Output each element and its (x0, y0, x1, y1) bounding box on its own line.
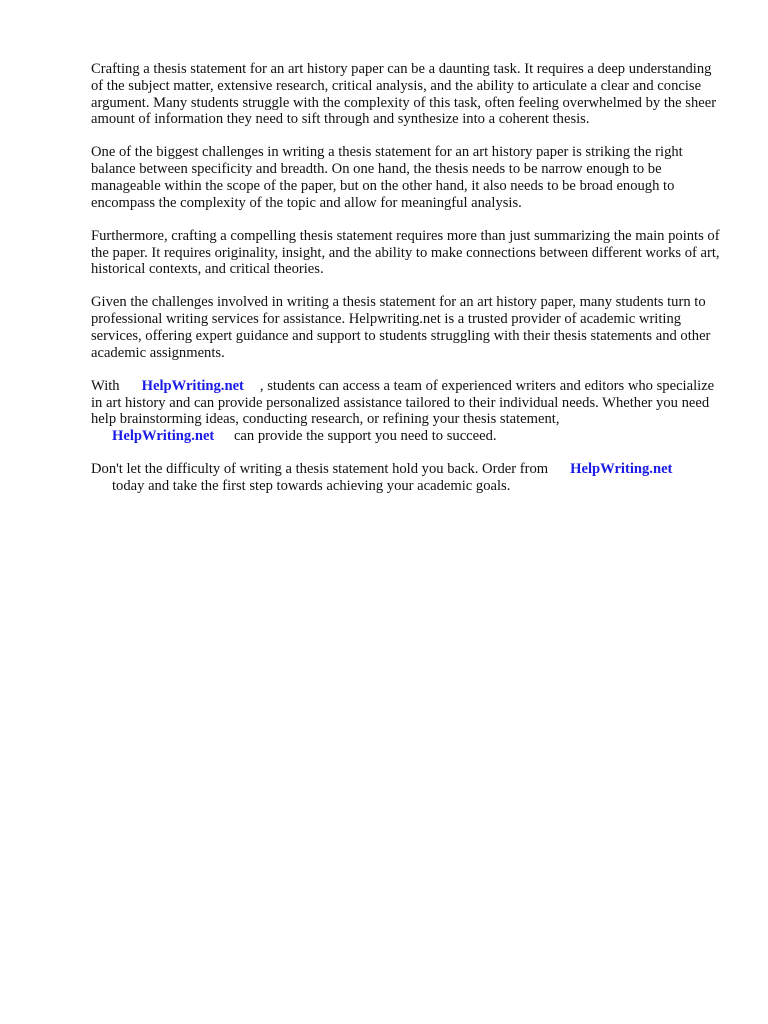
helpwriting-link-2[interactable]: HelpWriting.net (112, 428, 215, 445)
paragraph-services: Given the challenges involved in writing a thesis statement for an art history paper, many students turn to professional writing services for assistance. Helpwriting.net is a trusted provider of academic writing services, offering expert guidance and support to students struggling with their thesis statements and other academic assignments. (91, 294, 711, 361)
paragraph-helpwriting-tail: can provide the support you need to succeed. (233, 428, 497, 445)
paragraph-furthermore: Furthermore, crafting a compelling thesis statement requires more than just summarizing the main points of the paper. It requires originality, insight, and the ability to make connections between different works of art, historical contexts, and critical theories. (91, 227, 720, 278)
document-body (91, 61, 727, 511)
paragraph-helpwriting-middle: , students can access a team of experienced writers and editors who specialize in art history and can provide personalized assistance tailored to their individual needs. Whether you need help brainstorming ideas, conducting research, or refining your thesis statement, (91, 377, 715, 428)
call-to-action-tail: today and take the first step towards achieving your academic goals. (112, 477, 511, 494)
paragraph-call-to-action (91, 461, 727, 495)
paragraph-helpwriting (91, 378, 727, 445)
call-to-action-lead: Don't let the difficulty of writing a thesis statement hold you back. Order from (91, 461, 549, 478)
helpwriting-link-1[interactable]: HelpWriting.net (141, 377, 244, 394)
paragraph-challenges: One of the biggest challenges in writing a thesis statement for an art history paper is striking the right balance between specificity and breadth. On one hand, the thesis needs to be narrow enough to be manageable within the scope of the paper, but on the other hand, it also needs to be broad enough to encompass the complexity of the topic and allow for meaningful analysis. (91, 144, 683, 211)
paragraph-intro: Crafting a thesis statement for an art history paper can be a daunting task. It requires a deep understanding of the subject matter, extensive research, critical analysis, and the ability to articulate a clear and concise argument. Many students struggle with the complexity of this task, often feeling overwhelmed by the sheer amount of information they need to sift through and synthesize into a coherent thesis. (91, 61, 717, 128)
helpwriting-link-3[interactable]: HelpWriting.net (570, 461, 673, 478)
paragraph-helpwriting-lead: With (91, 377, 120, 394)
